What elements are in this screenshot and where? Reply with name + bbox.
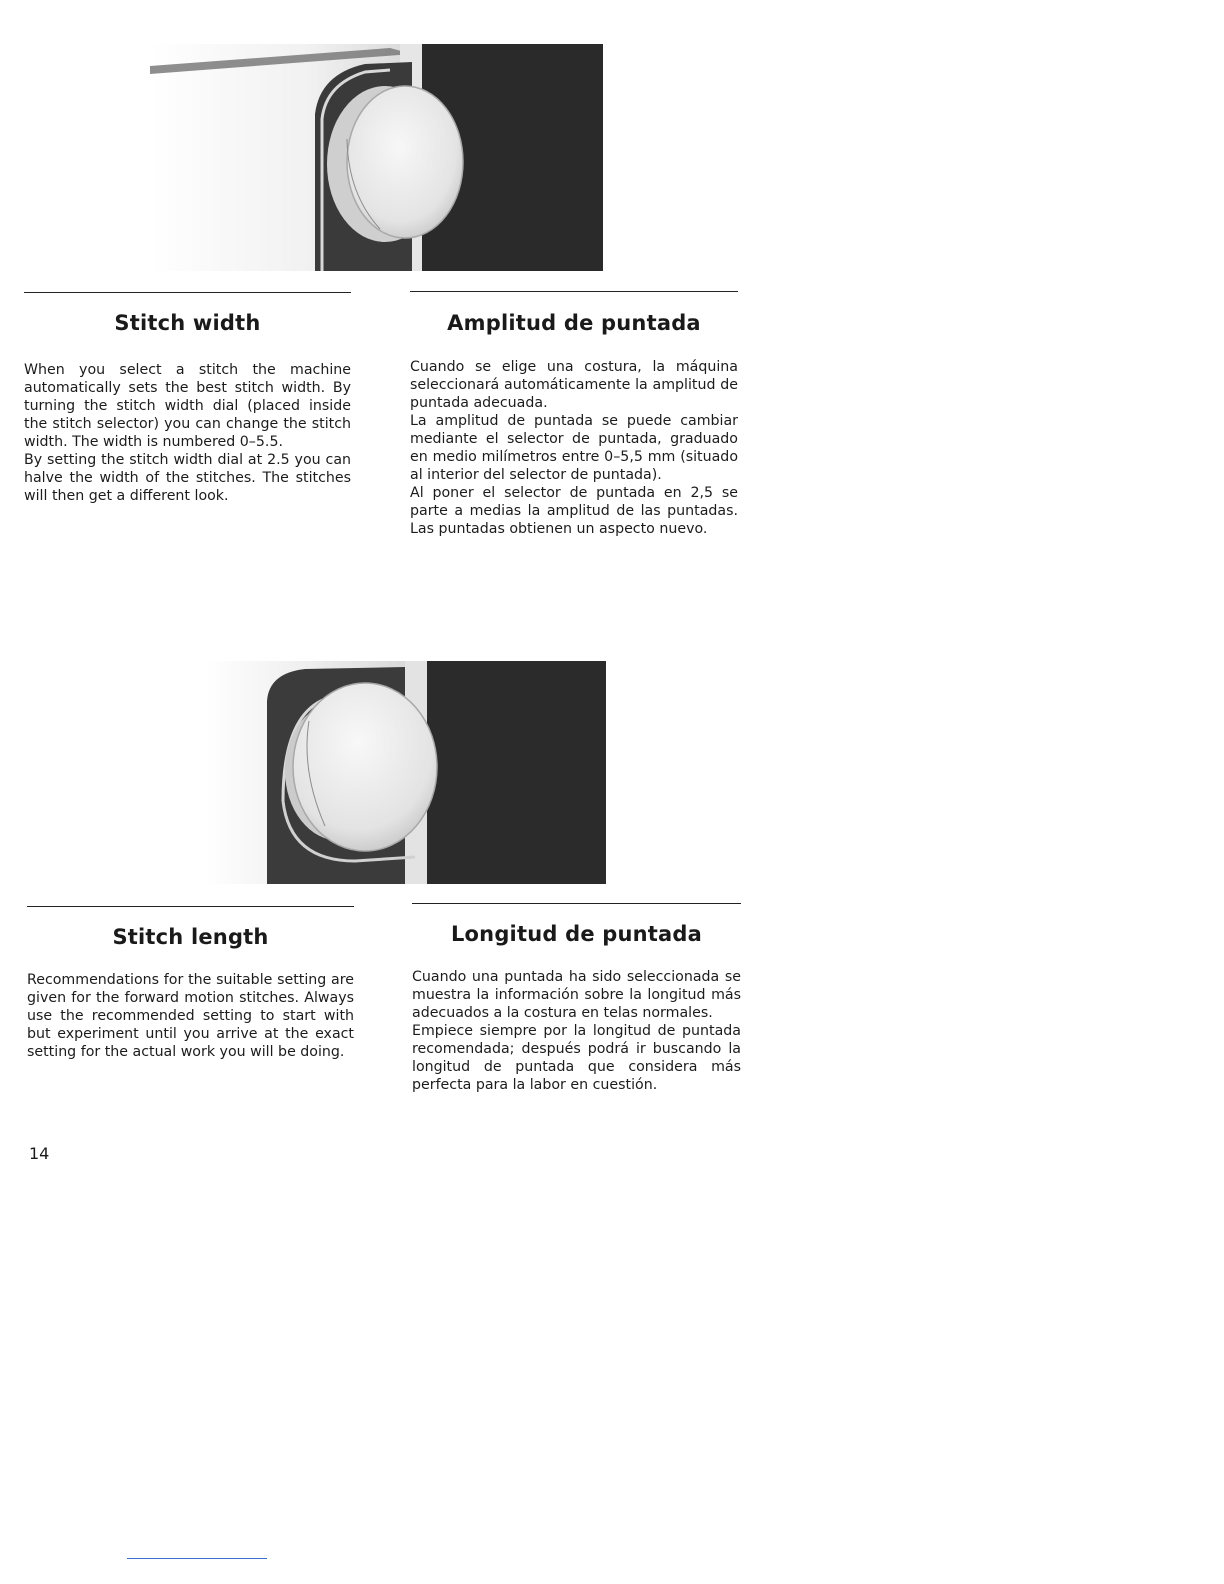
- longitud-body: Cuando una puntada ha sido seleccionada se muestra la información sobre la longitud más adecuados a la costura en telas normales. Empiece siempre por la longitud de puntada recomendada; después podrá ir buscando la longitud de puntada que considera más perfecta para la labor en cuestión.: [412, 969, 741, 1093]
- stitch-width-dial-photo: [150, 44, 603, 271]
- stitch-width-body: When you select a stitch the machine automatically sets the best stitch width. By turning the stitch width dial (placed inside the stitch selector) you can change the stitch width. The width is numbered 0–5.5. By setting the stitch width dial at 2.5 you can halve the width of the stitches. The stitches will then get a different look.: [24, 362, 351, 504]
- stitch-length-divider: [27, 906, 354, 907]
- stitch-length-heading: Stitch length: [112, 925, 269, 949]
- stitch-length-body: Recommendations for the suitable setting are given for the forward motion stitches. Always use the recommended setting to start with but experiment until you arrive at the exact setting for the actual work you will be doing.: [27, 972, 354, 1060]
- page-number: 14: [29, 1144, 50, 1163]
- amplitud-heading: Amplitud de puntada: [447, 311, 701, 335]
- stitch-width-heading: Stitch width: [114, 311, 261, 335]
- longitud-heading: Longitud de puntada: [450, 922, 703, 946]
- stitch-length-dial-photo: [205, 661, 606, 884]
- stitch-width-divider: [24, 292, 351, 293]
- longitud-divider: [412, 903, 741, 904]
- amplitud-body: Cuando se elige una costura, la máquina seleccionará automáticamente la amplitud de puntada adecuada. La amplitud de puntada se puede cambiar mediante el selector de puntada, graduado en medio milímetros entre 0–5,5 mm (situado al interior del selector de puntada). Al poner el selector de puntada en 2,5 se parte a medias la amplitud de las puntadas. Las puntadas obtienen un aspecto nuevo.: [410, 359, 738, 537]
- amplitud-divider: [410, 291, 738, 292]
- footer-divider: [127, 1558, 267, 1559]
